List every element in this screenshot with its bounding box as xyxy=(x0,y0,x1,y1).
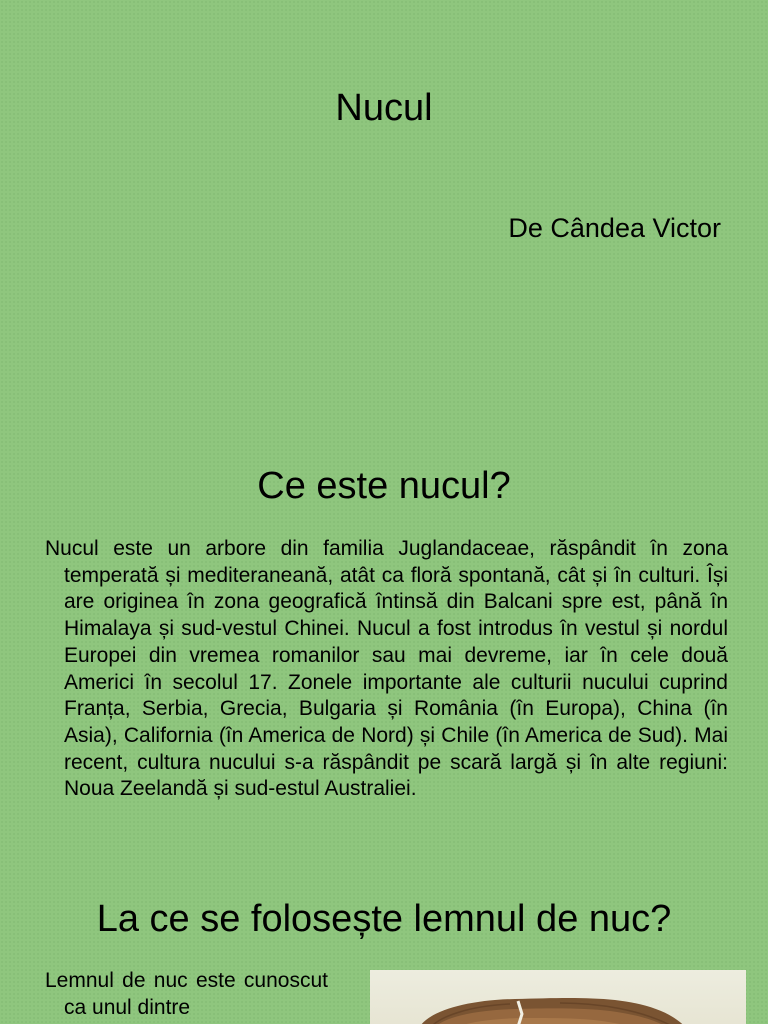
walnut-wood-photo xyxy=(370,970,746,1024)
author-line: De Cândea Victor xyxy=(508,213,721,243)
title-slide xyxy=(0,0,768,430)
slide-body-text: Nucul este un arbore din familia Juglandaceae, răspândit în zona temperată și mediteraneană, atât ca floră spontană, cât și în culturi. Își are originea în zona geografică întinsă din Balcani spre est, până în Himalaya și sud-vestul Chinei. Nucul a fost introdus în vestul și nordul Europei din vremea romanilor sau mai devreme, iar în cele două Americi în secolul 17. Zonele importante ale culturii nucului cuprind Franța, Serbia, Grecia, Bulgaria și România (în Europa), China (în Asia), California (în America de Nord) și Chile (în America de Sud). Mai recent, cultura nucului s-a răspândit pe scară largă și în alte regiuni: Noua Zeelandă și sud-estul Australiei. xyxy=(45,537,728,801)
slide-body-text: Lemnul de nuc este cunoscut ca unul dintre xyxy=(45,969,328,1019)
presentation-title: Nucul xyxy=(335,87,433,129)
slide-heading: La ce se folosește lemnul de nuc? xyxy=(96,898,672,940)
slide-lemnul-de-nuc xyxy=(0,860,768,1024)
wood-slice-image xyxy=(370,970,746,1024)
slide-heading: Ce este nucul? xyxy=(257,465,511,507)
slide-ce-este-nucul xyxy=(0,430,768,860)
